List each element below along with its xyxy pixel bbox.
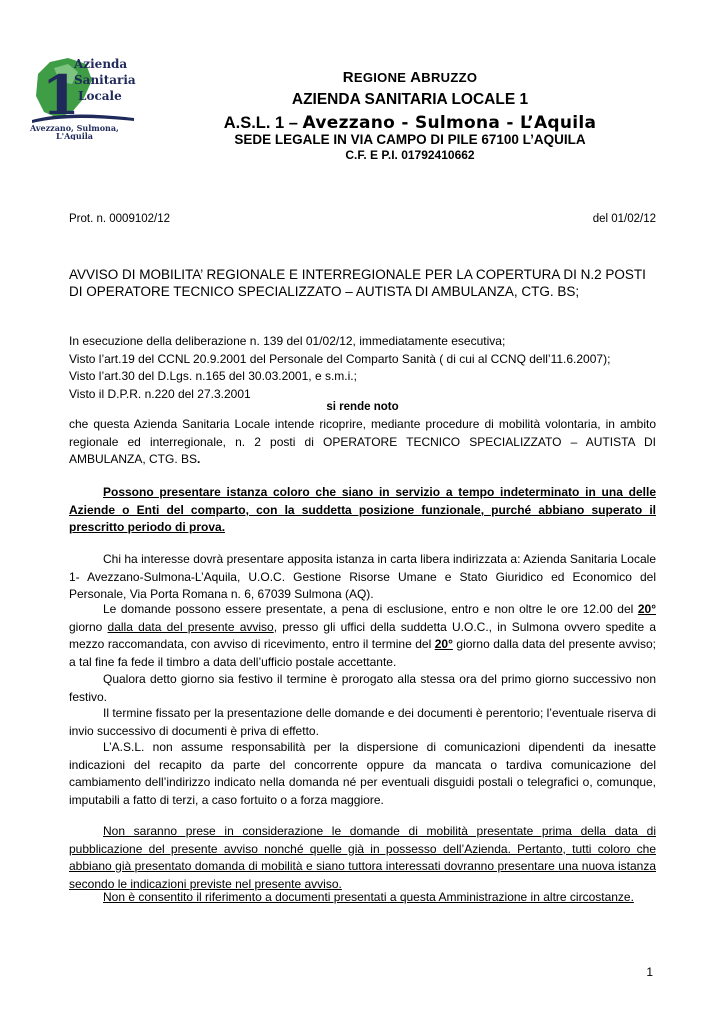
paragraph-non-consentito: Non è consentito il riferimento a documenti presentati a questa Amministrazione in altre circostanze. xyxy=(103,890,634,904)
header-asl: A.S.L. 1 – Avezzano - Sulmona - L’Aquila xyxy=(223,113,597,133)
preamble-line: Visto il D.P.R. n.220 del 27.3.2001 xyxy=(69,386,251,401)
paragraph-asl-responsabilita: L’A.S.L. non assume responsabilità per la dispersione di comunicazioni dipendenti da inesatte indicazioni del recapito da parte del concorrente oppure da mancata o tardiva comunicazione del cambiamento dell’indirizzo indicato nella domanda né per eventuali disguidi postali o telegrafici o, comunque, imputabili a fatto di terzi, a caso fortuito o a forza maggiore. xyxy=(69,740,656,807)
preamble xyxy=(69,333,656,403)
header-regione: REGIONE ABRUZZO xyxy=(342,69,478,86)
preamble-line: Visto l’art.19 del CCNL 20.9.2001 del Personale del Comparto Sanità ( di cui al CCNQ dell’11.6.2007); xyxy=(69,351,611,366)
logo-text-2: Sanitaria xyxy=(74,73,136,87)
page-number: 1 xyxy=(646,965,653,979)
paragraph-qualora: Qualora detto giorno sia festivo il termine è prorogato alla stessa ora del primo giorno successivo non festivo. xyxy=(69,672,656,704)
preamble-line: Visto l’art.30 del D.Lgs. n.165 del 30.03.2001, e s.m.i.; xyxy=(69,369,357,383)
rende-noto: si rende noto xyxy=(326,401,399,413)
logo-text-1: Azienda xyxy=(74,57,128,71)
logo-text-5: L'Aquila xyxy=(56,131,93,140)
protocol-date: del 01/02/12 xyxy=(592,213,656,225)
paragraph-che: che questa Azienda Sanitaria Locale intende ricoprire, mediante procedure di mobilità volontaria, in ambito regionale ed interregionale, n. 2 posti di OPERATORE TECNICO SPECIALIZZATO – AUTISTA DI AMBULANZA, CTG. BS. xyxy=(69,417,656,466)
paragraph-domande: Le domande possono essere presentate, a pena di esclusione, entro e non oltre le ore 12.00 del 20° giorno dalla data del presente avviso, presso gli uffici della suddetta U.O.C., in Sulmona ovvero spedite a mezzo raccomandata, con avviso di ricevimento, entro il termine del 20° giorno dalla data del presente avviso; a tal fine fa fede il timbro a data dell’ufficio postale accettante. xyxy=(69,602,657,669)
logo-text-3: Locale xyxy=(78,89,122,103)
logo-text-4: Avezzano, Sulmona, xyxy=(30,123,119,133)
protocol-number: Prot. n. 0009102/12 xyxy=(69,213,171,225)
asl-logo-graphic xyxy=(28,54,138,140)
paragraph-possono: Possono presentare istanza coloro che siano in servizio a tempo indeterminato in una delle Aziende o Enti del comparto, con la suddetta posizione funzionale, purché abbiano superato il prescritto periodo di prova. xyxy=(69,485,656,534)
paragraph-termine: Il termine fissato per la presentazione delle domande e dei documenti è perentorio; l’eventuale riserva di invio successivo di documenti è priva di effetto. xyxy=(69,706,656,738)
header-codice-fiscale: C.F. E P.I. 01792410662 xyxy=(345,148,475,162)
header-sede-legale: SEDE LEGALE IN VIA CAMPO DI PILE 67100 L’AQUILA xyxy=(234,132,586,147)
logo-numeral: 1 xyxy=(42,63,80,127)
paragraph-chi: Chi ha interesse dovrà presentare apposita istanza in carta libera indirizzata a: Azienda Sanitaria Locale 1- Avezzano-Sulmona-L’Aquila, U.O.C. Gestione Risorse Umane e Stato Giuridico ed Economico del Personale, Via Porta Romana n. 6, 67039 Sulmona (AQ). xyxy=(69,552,656,601)
paragraph-non-saranno: Non saranno prese in considerazione le domande di mobilità presentate prima della data di pubblicazione del presente avviso nonché quelle già in possesso dell’Azienda. Pertanto, tutti coloro che abbiano già presentato domanda di mobilità e siano tuttora interessati dovranno presentare una nuova istanza secondo le indicazioni previste nel presente avviso. xyxy=(69,824,656,891)
document-title: AVVISO DI MOBILITA’ REGIONALE E INTERREGIONALE PER LA COPERTURA DI N.2 POSTI DI OPERATORE TECNICO SPECIALIZZATO – AUTISTA DI AMBULANZA, CTG. BS; xyxy=(69,267,646,299)
preamble-line: In esecuzione della deliberazione n. 139 del 01/02/12, immediatamente esecutiva; xyxy=(69,334,506,348)
header-azienda: AZIENDA SANITARIA LOCALE 1 xyxy=(291,91,529,108)
asl-logo xyxy=(28,54,138,140)
protocol-row xyxy=(69,213,656,225)
